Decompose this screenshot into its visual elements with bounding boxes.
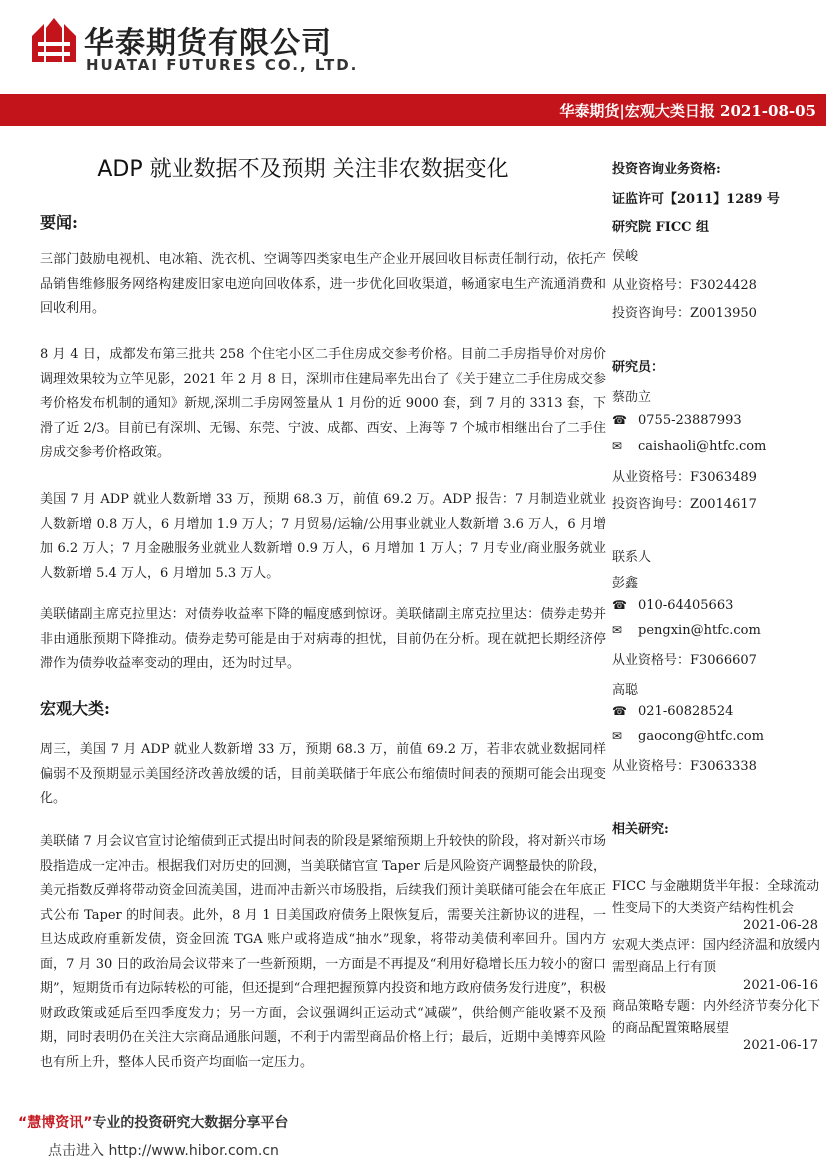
contact-2-email (612, 729, 764, 744)
company-name-cn: 华泰期货有限公司 (84, 26, 332, 61)
researcher-title: 研究员： (612, 360, 665, 375)
researcher-email (612, 439, 766, 454)
lead-invest: 投资咨询号：Z0013950 (612, 306, 757, 321)
macro-paragraph-1: 周三，美国 7 月 ADP 就业人数新增 33 万，预期 68.3 万，前值 69.2 万，若非农就业数据同样偏弱不及预期显示美国经济改善放缓的话，目前美联储于年底公布缩债时间表的预期可能会出现变化。 (40, 742, 606, 806)
contact-2-phone (612, 704, 733, 719)
qualification-title: 投资咨询业务资格: (612, 162, 721, 177)
research-group: 研究院 FICC 组 (612, 220, 710, 235)
news-heading: 要闻: (40, 213, 78, 232)
news-paragraph-4: 美联储副主席克拉里达：对债券收益率下降的幅度感到惊讶。美联储副主席克拉里达：债券走势并非由通胀预期下降推动。债券走势可能是由于对病毒的担忧，目前仍在分析。现在就把长期经济停滞作为债券收益率变动的理由，还为时过早。 (40, 607, 606, 671)
contact-1-email-address[interactable]: pengxin@htfc.com (638, 623, 761, 638)
related-date: 2021-06-28 (743, 918, 818, 933)
researcher-invest: 投资咨询号：Z0014617 (612, 497, 757, 512)
lead-cert: 从业资格号：F3024428 (612, 278, 757, 293)
contact-1-email (612, 623, 761, 638)
researcher-phone-number: 0755-23887993 (638, 413, 742, 428)
macro-heading: 宏观大类: (40, 699, 110, 718)
lead-name: 侯峻 (612, 249, 639, 264)
footer-tagline: 专业的投资研究大数据分享平台 (92, 1115, 289, 1131)
news-paragraph-1: 三部门鼓励电视机、电冰箱、洗衣机、空调等四类家电生产企业开展回收目标责任制行动，依托产品销售维修服务网络构建废旧家电逆向回收体系，进一步优化回收渠道，畅通家电生产流通消费和回收利用。 (40, 252, 606, 316)
report-band (0, 94, 826, 126)
contact-2-email-address[interactable]: gaocong@htfc.com (638, 729, 764, 744)
related-date: 2021-06-17 (743, 1038, 818, 1053)
contact-1-phone (612, 598, 733, 613)
contact-2-name: 高聪 (612, 683, 639, 698)
company-name-en: HUATAI FUTURES CO., LTD. (86, 56, 359, 74)
contact-2-phone-number: 021-60828524 (638, 704, 734, 719)
phone-icon: ☎ (612, 413, 627, 427)
report-band-text: 华泰期货|宏观大类日报 2021-08-05 (559, 102, 816, 120)
company-logo-icon (28, 14, 80, 66)
related-date: 2021-06-16 (743, 978, 818, 993)
footer-brand: “慧博资讯” (18, 1115, 93, 1131)
related-item[interactable]: 宏观大类点评：国内经济温和放缓内需型商品上行有顶 (612, 938, 821, 975)
contact-1-cert: 从业资格号：F3066607 (612, 653, 757, 668)
contact-title: 联系人 (612, 550, 652, 565)
email-icon: ✉ (612, 623, 623, 637)
researcher-email-address[interactable]: caishaoli@htfc.com (638, 439, 767, 454)
contact-1-name: 彭鑫 (612, 576, 639, 591)
related-item[interactable]: FICC 与金融期货半年报：全球流动性变局下的大类资产结构性机会 (612, 879, 820, 916)
page-title: ADP 就业数据不及预期 关注非农数据变化 (97, 157, 509, 182)
email-icon: ✉ (612, 439, 623, 453)
researcher-cert: 从业资格号：F3063489 (612, 470, 757, 485)
contact-2-cert: 从业资格号：F3063338 (612, 759, 757, 774)
related-item[interactable]: 商品策略专题：内外经济节奏分化下的商品配置策略展望 (612, 999, 821, 1036)
researcher-phone (612, 413, 742, 428)
related-title: 相关研究: (612, 822, 669, 837)
license-number: 证监许可【2011】1289 号 (612, 192, 780, 207)
news-paragraph-2: 8 月 4 日，成都发布第三批共 258 个住宅小区二手住房成交参考价格。目前二手房指导价对房价调理效果较为立竿见影，2021 年 2 月 8 日，深圳市住建局率先出台了《关于建立二手住房成交参考价格发布机制的通知》新规,深圳二手房网签量从 1 月份的近 9000 套，到 7 月的 3313 套，下滑了近 2/3。目前已有深圳、无锡、东莞、宁波、成都、西安、上海等 7 个城市相继出台了二手住房成交参考价格政策。 (40, 347, 606, 460)
contact-1-phone-number: 010-64405663 (638, 598, 734, 613)
footer-brand-line (18, 1112, 288, 1132)
header (0, 0, 826, 90)
phone-icon: ☎ (612, 704, 627, 718)
footer-link[interactable]: 点击进入 http://www.hibor.com.cn (48, 1143, 279, 1159)
news-paragraph-3: 美国 7 月 ADP 就业人数新增 33 万，预期 68.3 万，前值 69.2 万。ADP 报告：7 月制造业就业人数新增 0.8 万人，6 月增加 1.9 万人；7 月贸易/运输/公用事业就业人数新增 3.6 万人，6 月增加 6.2 万人；7 月金融服务业就业人数新增 0.9 万人，6 月增加 1 万人；7 月专业/商业服务就业人数新增 5.4 万人，6 月增加 5.3 万人。 (40, 492, 606, 581)
macro-paragraph-2: 美联储 7 月会议官宣讨论缩债到正式提出时间表的阶段是紧缩预期上升较快的阶段，将对新兴市场股指造成一定冲击。根据我们对历史的回测，当美联储官宣 Taper 后是风险资产调整最快的阶段，美元指数反弹将带动资金回流美国，进而冲击新兴市场股指，后续我们预计美联储可能会在年底正式公布 Taper 的时间表。此外，8 月 1 日美国政府债务上限恢复后，需要关注新协议的进程，一旦达成政府重新发债，资金回流 TGA 账户或将造成“抽水”现象，将带动美债利率回升。国内方面，7 月 30 日的政治局会议带来了一些新预期，一方面是不再提及“利用好稳增长压力较小的窗口期”，短期货币有边际转松的可能，但还提到“合理把握预算内投资和地方政府债务发行进度”，积极财政政策或延后至四季度发力；另一方面，会议强调纠正运动式“减碳”，供给侧产能收紧不及预期，同时表明仍在关注大宗商品通胀问题，不利于内需型商品价格上行；最后，近期中美博弈风险也有所上升，整体人民币资产均面临一定压力。 (40, 834, 606, 1070)
researcher-name: 蔡劭立 (612, 390, 652, 405)
email-icon: ✉ (612, 729, 623, 743)
phone-icon: ☎ (612, 598, 627, 612)
